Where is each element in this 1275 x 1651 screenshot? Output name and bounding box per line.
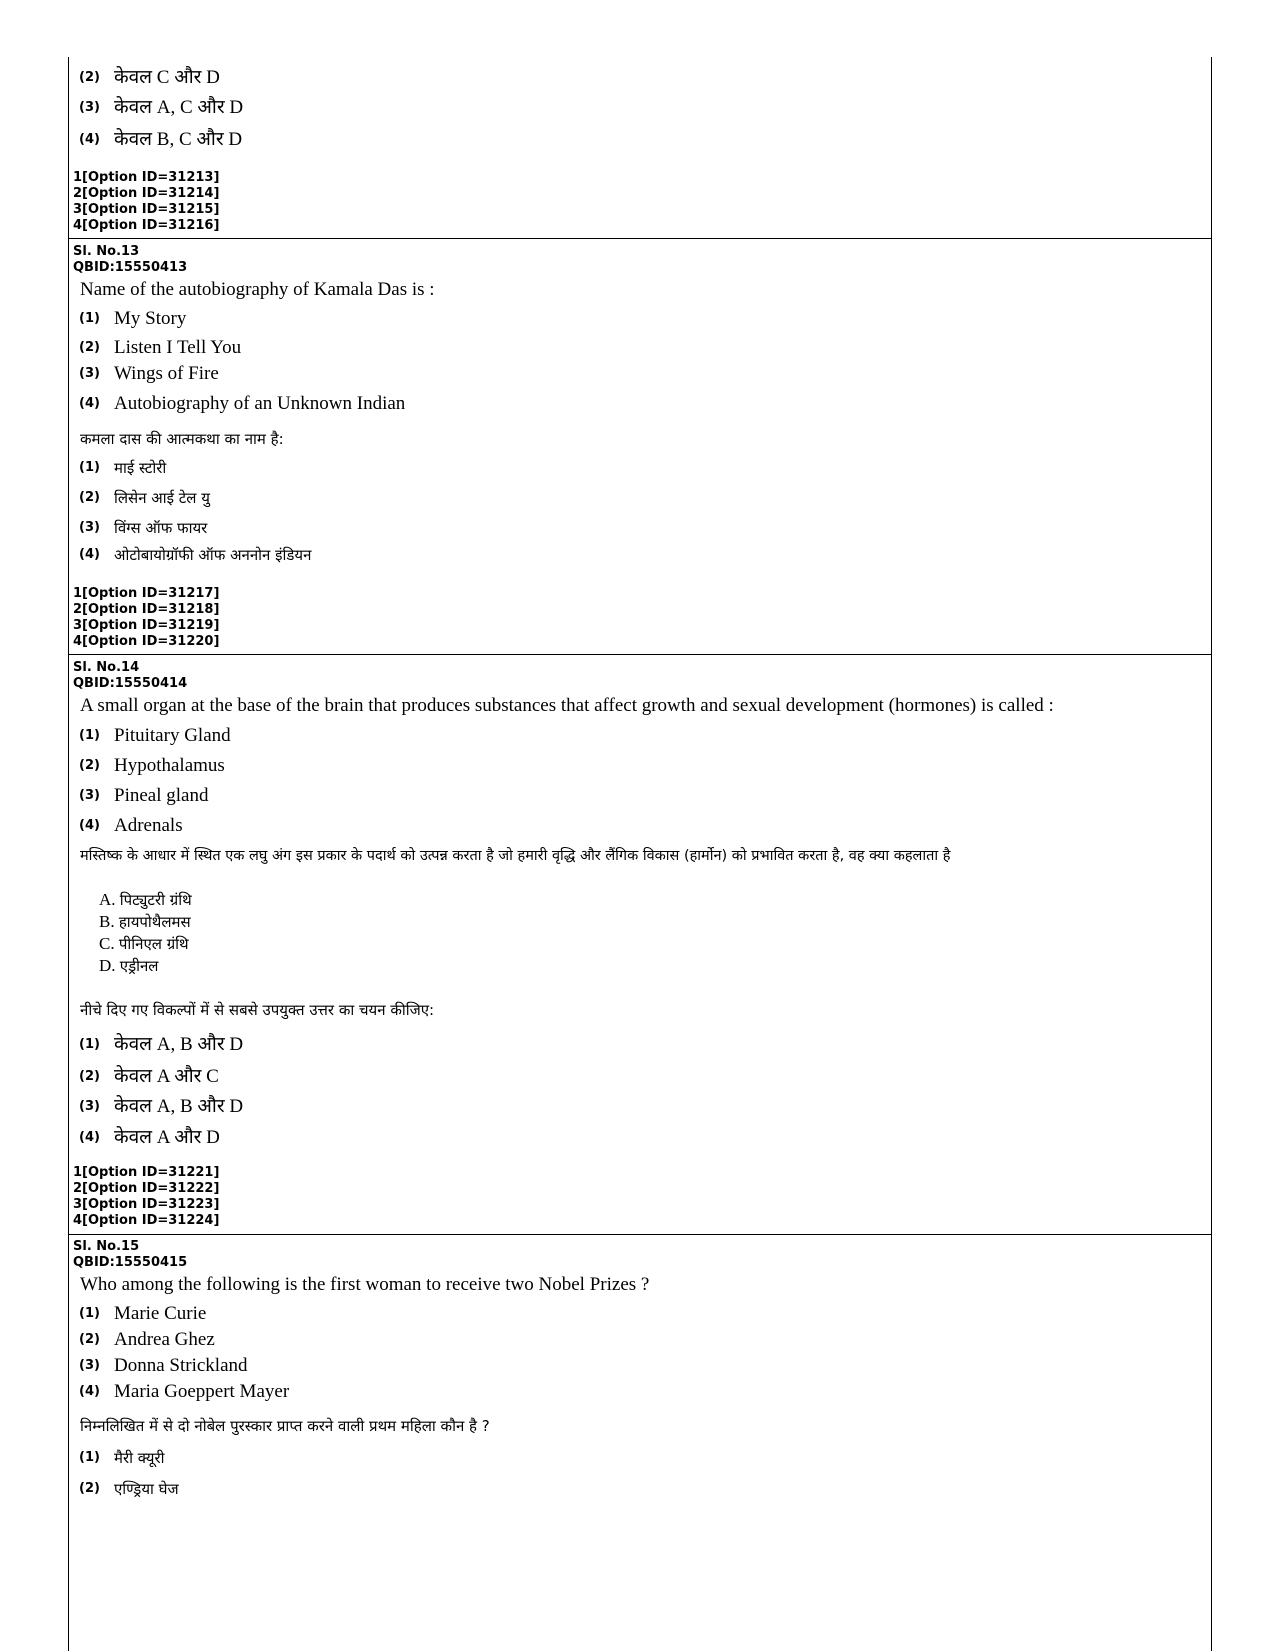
question-text-hi: कमला दास की आत्मकथा का नाम है: <box>80 430 284 448</box>
question-text-en: Who among the following is the first woman to receive two Nobel Prizes ? <box>80 1274 650 1295</box>
question-text-hi: मस्तिष्क के आधार में स्थित एक लघु अंग इस प्रकार के पदार्थ को उत्पन्न करता है जो हमारी वृद्धि और लैंगिक विकास (हार्मोन) को प्रभावित करता है, वह क्या कहलाता है <box>80 848 951 864</box>
sub-item-d: D. एड्रीनल <box>99 956 159 975</box>
sub-items-list <box>99 889 192 977</box>
option-1-hi: (1) मैरी क्यूरी <box>79 1449 165 1467</box>
option-1-en: (1) Pituitary Gland <box>79 725 231 746</box>
option-ids: 1[Option ID=31213] 2[Option ID=31214] 3[Option ID=31215] 4[Option ID=31216] <box>73 170 220 233</box>
option-3-en: (3) Pineal gland <box>79 785 209 806</box>
sub-item-c: C. पीनिएल ग्रंथि <box>99 934 189 953</box>
option-1-en: (1) My Story <box>79 308 187 329</box>
sub-item-a: A. पिट्युटरी ग्रंथि <box>99 890 192 909</box>
question-paper-frame <box>68 57 1212 1651</box>
question-divider <box>69 654 1211 655</box>
option-4-en: (4) Maria Goeppert Mayer <box>79 1381 290 1402</box>
option-1-en: (1) Marie Curie <box>79 1303 207 1324</box>
option-4-en: (4) Autobiography of an Unknown Indian <box>79 393 406 414</box>
question-divider <box>69 238 1211 239</box>
option-4-hi: (4) केवल A और D <box>79 1127 220 1148</box>
option-3-hi: (3) विंग्स ऑफ फायर <box>79 519 208 537</box>
option-4: (4) केवल B, C और D <box>79 129 243 150</box>
option-2-hi: (2) लिसेन आई टेल यु <box>79 489 210 507</box>
option-ids: 1[Option ID=31221] 2[Option ID=31222] 3[Option ID=31223] 4[Option ID=31224] <box>73 1165 220 1228</box>
option-1-hi: (1) माई स्टोरी <box>79 459 167 477</box>
option-3-en: (3) Donna Strickland <box>79 1355 248 1376</box>
option-2-hi: (2) एण्ड्रिया घेज <box>79 1480 179 1498</box>
option-2-hi: (2) केवल A और C <box>79 1066 219 1087</box>
question-divider <box>69 1234 1211 1235</box>
option-1-hi: (1) केवल A, B और D <box>79 1034 244 1055</box>
sub-item-b: B. हायपोथैलमस <box>99 912 191 931</box>
serial-number: Sl. No.14 <box>73 660 140 675</box>
option-2-en: (2) Andrea Ghez <box>79 1329 215 1350</box>
option-4-hi: (4) ओटोबायोग्रॉफी ऑफ अननोन इंडियन <box>79 546 312 564</box>
qbid: QBID:15550415 <box>73 1255 188 1270</box>
serial-number: Sl. No.13 <box>73 244 140 259</box>
serial-number: Sl. No.15 <box>73 1239 140 1254</box>
qbid: QBID:15550414 <box>73 676 188 691</box>
option-3-hi: (3) केवल A, B और D <box>79 1096 244 1117</box>
option-2-en: (2) Hypothalamus <box>79 755 225 776</box>
question-text-en: Name of the autobiography of Kamala Das is : <box>80 279 435 300</box>
option-ids: 1[Option ID=31217] 2[Option ID=31218] 3[Option ID=31219] 4[Option ID=31220] <box>73 586 220 649</box>
option-2: (2) केवल C और D <box>79 67 220 88</box>
question-text-en: A small organ at the base of the brain that produces substances that affect growth and sexual development (hormones) is called : <box>80 695 1054 716</box>
option-4-en: (4) Adrenals <box>79 815 183 836</box>
instruction-text-hi: नीचे दिए गए विकल्पों में से सबसे उपयुक्त उत्तर का चयन कीजिए: <box>80 1001 435 1019</box>
qbid: QBID:15550413 <box>73 260 188 275</box>
question-text-hi: निम्नलिखित में से दो नोबेल पुरस्कार प्राप्त करने वाली प्रथम महिला कौन है ? <box>80 1417 490 1435</box>
option-2-en: (2) Listen I Tell You <box>79 337 242 358</box>
option-3: (3) केवल A, C और D <box>79 97 244 118</box>
option-3-en: (3) Wings of Fire <box>79 363 219 384</box>
